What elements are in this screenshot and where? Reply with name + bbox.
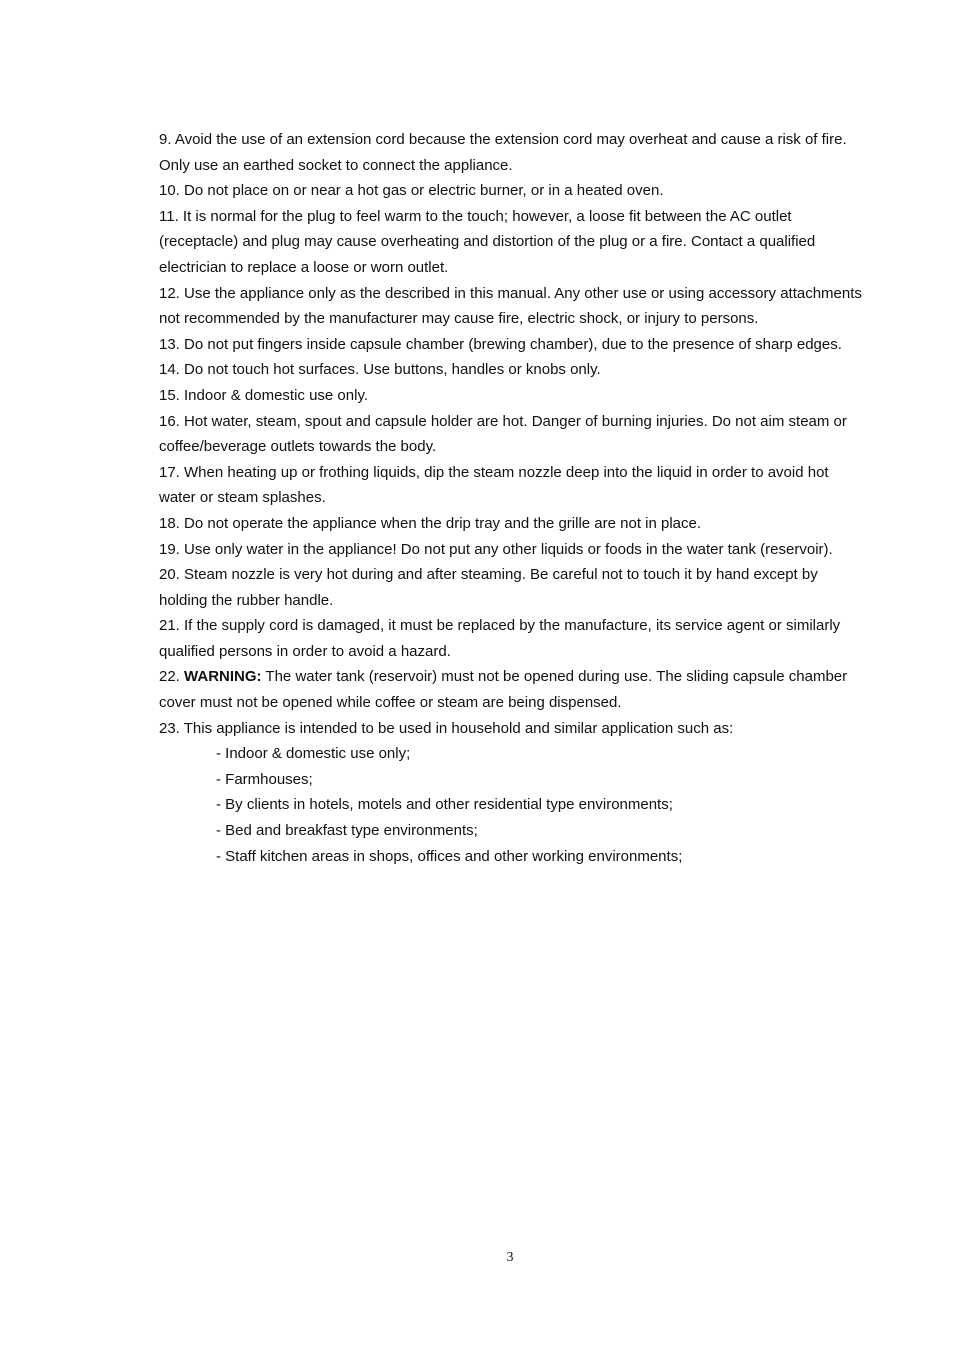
instruction-item-17: 17. When heating up or frothing liquids, dip the steam nozzle deep into the liquid in order to avoid hot water or steam splashes. [159,463,829,507]
sub-item-hotels: - By clients in hotels, motels and other residential type environments; [216,796,673,814]
sub-item-indoor: - Indoor & domestic use only; [216,745,411,763]
warning-label: WARNING: [184,668,262,686]
sub-item-bed-breakfast: - Bed and breakfast type environments; [216,822,478,840]
instruction-item-18: 18. Do not operate the appliance when the drip tray and the grille are not in place. [159,514,702,532]
instruction-item-14: 14. Do not touch hot surfaces. Use buttons, handles or knobs only. [159,361,601,379]
instruction-item-23: 23. This appliance is intended to be used in household and similar application such as: [159,719,734,737]
warning-text: The water tank (reservoir) must not be opened during use. The sliding capsule chamber cover must not be opened while coffee or steam are being dispensed. [159,668,848,712]
instruction-item-13: 13. Do not put fingers inside capsule chamber (brewing chamber), due to the presence of sharp edges. [159,335,842,353]
instruction-item-21: 21. If the supply cord is damaged, it must be replaced by the manufacture, its service agent or similarly qualified persons in order to avoid a hazard. [159,617,841,660]
safety-instructions-list [159,127,869,869]
instruction-item-20: 20. Steam nozzle is very hot during and after steaming. Be careful not to touch it by hand except by holding the rubber handle. [159,566,818,609]
sub-item-farmhouses: - Farmhouses; [216,770,313,788]
instruction-item-10: 10. Do not place on or near a hot gas or electric burner, or in a heated oven. [159,182,664,200]
page-number: 3 [506,1250,514,1265]
instruction-item-22-warning [159,664,869,715]
instruction-item-16: 16. Hot water, steam, spout and capsule holder are hot. Danger of burning injuries. Do not aim steam or coffee/beverage outlets towards the body. [159,412,847,456]
instruction-item-12: 12. Use the appliance only as the described in this manual. Any other use or using accessory attachments not recommended by the manufacturer may cause fire, electric shock, or injury to persons. [159,284,862,328]
instruction-item-15: 15. Indoor & domestic use only. [159,386,369,404]
instruction-item-19: 19. Use only water in the appliance! Do not put any other liquids or foods in the water tank (reservoir). [159,540,833,558]
warning-number: 22. [159,668,185,686]
instruction-item-9: 9. Avoid the use of an extension cord because the extension cord may overheat and cause a risk of fire. Only use an earthed socket to connect the appliance. [159,131,847,174]
instruction-item-11: 11. It is normal for the plug to feel warm to the touch; however, a loose fit between the AC outlet (receptacle) and plug may cause overheating and distortion of the plug or a fire. Contact a qualified electrician to replace a loose or worn outlet. [159,207,816,276]
application-sub-list [159,741,869,869]
sub-item-staff-kitchen: - Staff kitchen areas in shops, offices and other working environments; [216,847,683,865]
